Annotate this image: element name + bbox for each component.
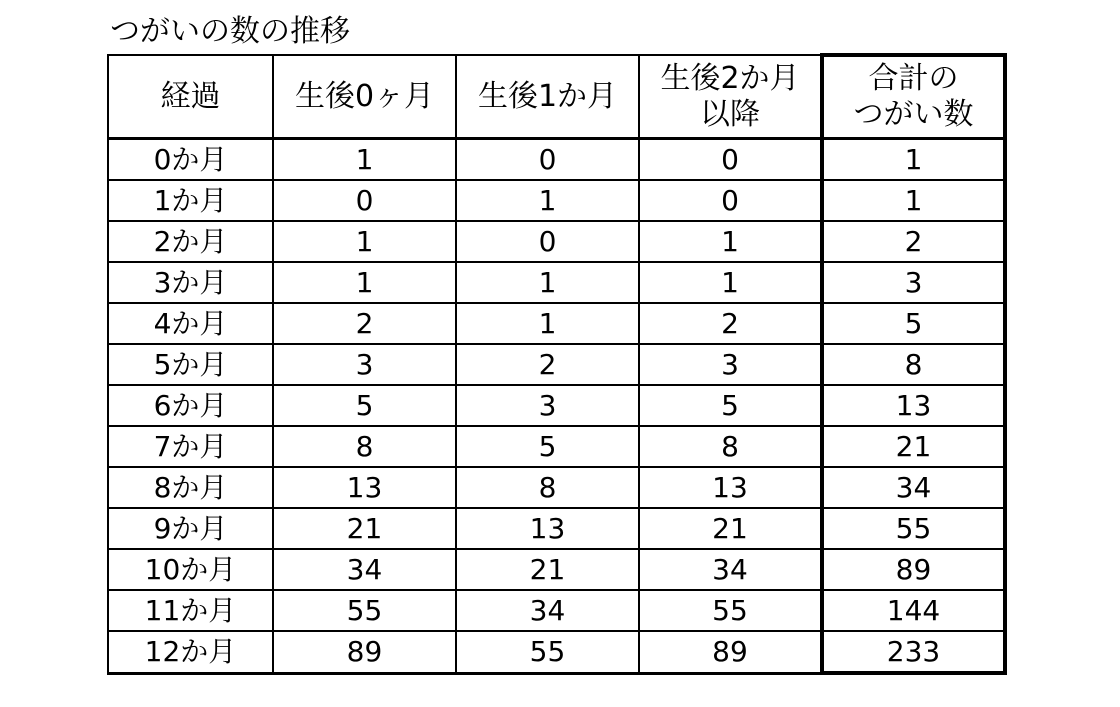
header-age-2-plus [639,55,822,139]
table-row [108,508,1005,549]
cell-age-0: 2 [273,303,456,344]
cell-age-0: 21 [273,508,456,549]
cell-age-1: 13 [456,508,639,549]
table-body [108,139,1005,674]
cell-age-2-plus: 1 [639,221,822,262]
cell-age-1: 0 [456,139,639,181]
cell-age-1: 8 [456,467,639,508]
cell-age-2-plus: 8 [639,426,822,467]
cell-age-1: 21 [456,549,639,590]
cell-age-2-plus: 34 [639,549,822,590]
cell-age-2-plus: 0 [639,180,822,221]
header-age-2-plus-line-2: 以降 [700,96,760,132]
cell-age-0: 5 [273,385,456,426]
cell-total-pairs: 1 [822,180,1005,221]
header-total-pairs [822,55,1005,139]
cell-age-0: 0 [273,180,456,221]
cell-elapsed: 9か月 [108,508,273,549]
table-row [108,221,1005,262]
cell-age-2-plus: 21 [639,508,822,549]
header-age-0-label: 生後0ヶ月 [294,78,435,114]
cell-elapsed: 6か月 [108,385,273,426]
cell-age-2-plus: 3 [639,344,822,385]
cell-elapsed: 1か月 [108,180,273,221]
cell-age-2-plus: 13 [639,467,822,508]
cell-age-0: 3 [273,344,456,385]
cell-age-2-plus: 5 [639,385,822,426]
header-age-0 [273,55,456,139]
cell-age-1: 1 [456,180,639,221]
cell-elapsed: 0か月 [108,139,273,181]
header-age-2-plus-line-1: 生後2か月 [660,60,800,96]
cell-age-2-plus: 1 [639,262,822,303]
cell-age-0: 8 [273,426,456,467]
header-elapsed-label: 経過 [160,78,221,114]
cell-age-1: 55 [456,631,639,673]
cell-total-pairs: 3 [822,262,1005,303]
table-row [108,262,1005,303]
table-row [108,303,1005,344]
cell-total-pairs: 55 [822,508,1005,549]
cell-age-0: 34 [273,549,456,590]
cell-elapsed: 10か月 [108,549,273,590]
cell-elapsed: 7か月 [108,426,273,467]
cell-age-1: 5 [456,426,639,467]
cell-age-0: 13 [273,467,456,508]
cell-total-pairs: 1 [822,139,1005,181]
header-age-1-label: 生後1か月 [477,78,618,114]
cell-elapsed: 4か月 [108,303,273,344]
cell-age-2-plus: 89 [639,631,822,673]
header-elapsed [108,55,273,139]
header-total-pairs-line-2: つがい数 [853,97,974,132]
cell-total-pairs: 34 [822,467,1005,508]
table-row [108,426,1005,467]
header-row [108,55,1005,139]
table-row [108,549,1005,590]
cell-age-2-plus: 55 [639,590,822,631]
table-row [108,631,1005,673]
table-row [108,590,1005,631]
cell-age-0: 1 [273,139,456,181]
cell-age-0: 89 [273,631,456,673]
cell-elapsed: 5か月 [108,344,273,385]
header-total-pairs-line-1: 合計の [868,61,959,96]
cell-total-pairs: 89 [822,549,1005,590]
cell-age-1: 2 [456,344,639,385]
cell-age-0: 1 [273,262,456,303]
table-row [108,467,1005,508]
cell-age-1: 1 [456,262,639,303]
cell-age-0: 55 [273,590,456,631]
table-row [108,139,1005,181]
cell-elapsed: 8か月 [108,467,273,508]
page-title: つがいの数の推移 [110,14,350,49]
cell-age-1: 34 [456,590,639,631]
cell-elapsed: 2か月 [108,221,273,262]
table-row [108,344,1005,385]
cell-total-pairs: 8 [822,344,1005,385]
table-header [108,55,1005,139]
cell-age-1: 1 [456,303,639,344]
cell-total-pairs: 13 [822,385,1005,426]
cell-age-2-plus: 0 [639,139,822,181]
pairs-table [107,53,1007,675]
cell-elapsed: 11か月 [108,590,273,631]
table-row [108,180,1005,221]
cell-elapsed: 12か月 [108,631,273,673]
cell-age-0: 1 [273,221,456,262]
header-age-1 [456,55,639,139]
cell-total-pairs: 2 [822,221,1005,262]
cell-total-pairs: 144 [822,590,1005,631]
cell-total-pairs: 233 [822,631,1005,673]
cell-total-pairs: 21 [822,426,1005,467]
table-row [108,385,1005,426]
cell-elapsed: 3か月 [108,262,273,303]
cell-age-1: 3 [456,385,639,426]
cell-age-1: 0 [456,221,639,262]
cell-total-pairs: 5 [822,303,1005,344]
cell-age-2-plus: 2 [639,303,822,344]
